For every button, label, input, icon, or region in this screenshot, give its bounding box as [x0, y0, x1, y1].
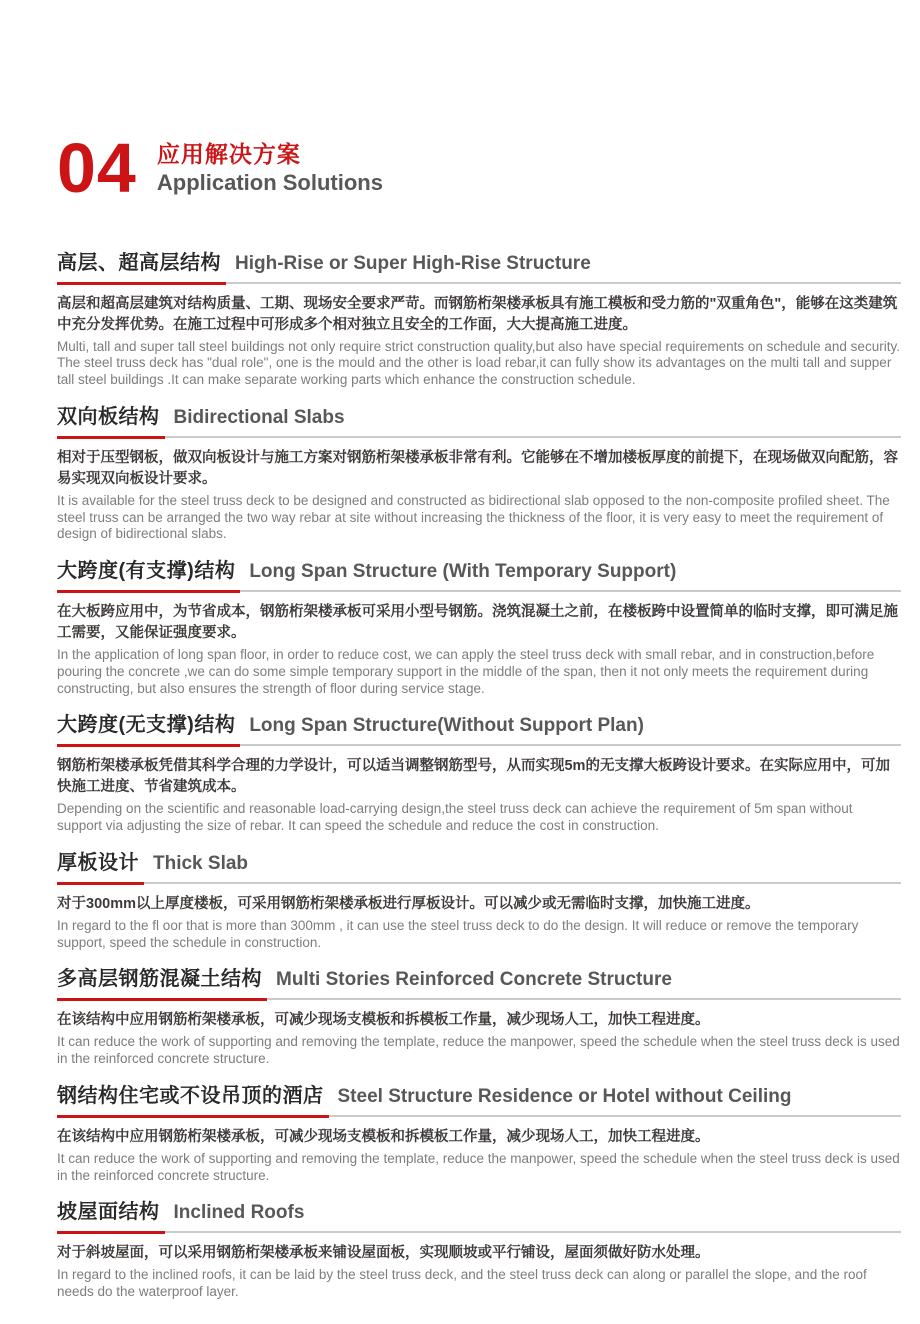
solution-section	[57, 1201, 901, 1300]
section-heading	[57, 714, 901, 746]
sections-list	[57, 252, 901, 1301]
section-heading	[57, 560, 901, 592]
section-title-cn: 多高层钢筋混凝土结构	[57, 968, 262, 991]
section-body-en: In the application of long span floor, in order to reduce cost, we can apply the steel truss deck with small rebar, and in construction,before pouring the concrete ,we can do some simple temporary support in the middle of the span, then it not only meets the requirement during constructing, but also ensures the strength of floor during service stage.	[57, 647, 875, 696]
section-title-cn: 高层、超高层结构	[57, 251, 221, 274]
section-title-en: Long Span Structure (With Temporary Support)	[249, 561, 677, 583]
section-title-en: Multi Stories Reinforced Concrete Structure	[276, 969, 672, 991]
chapter-title-en: Application Solutions	[156, 169, 383, 195]
section-title-en: Bidirectional Slabs	[173, 406, 345, 428]
chapter-titles	[157, 138, 383, 196]
solution-section	[57, 968, 901, 1067]
section-title-en: Long Span Structure(Without Support Plan)	[249, 715, 644, 737]
section-heading	[57, 1085, 901, 1117]
section-body-cn: 相对于压型钢板，做双向板设计与施工方案对钢筋桁架楼承板非常有利。它能够在不增加楼板厚度的前提下，在现场做双向配筋，容易实现双向板设计要求。	[57, 449, 898, 487]
solution-section	[57, 252, 901, 389]
section-title-cn: 大跨度(无支撑)结构	[57, 714, 236, 737]
section-body-cn: 在该结构中应用钢筋桁架楼承板，可减少现场支模板和拆模板工作量，减少现场人工，加快工程进度。	[57, 1012, 710, 1029]
section-title-en: Inclined Roofs	[173, 1202, 305, 1224]
section-body-cn: 对于300mm以上厚度楼板，可采用钢筋桁架楼承板进行厚板设计。可以减少或无需临时支撑，加快施工进度。	[57, 895, 760, 912]
chapter-number: 04	[57, 129, 137, 207]
solution-section	[57, 406, 901, 543]
section-title-en: Thick Slab	[153, 852, 249, 874]
section-title-cn: 厚板设计	[57, 851, 139, 874]
section-title-cn: 双向板结构	[57, 405, 160, 428]
section-heading	[57, 968, 901, 1000]
section-title-cn: 钢结构住宅或不设吊顶的酒店	[57, 1084, 324, 1107]
section-heading	[57, 406, 901, 438]
solution-section	[57, 852, 901, 951]
chapter-header	[57, 129, 901, 207]
section-body-cn: 高层和超高层建筑对结构质量、工期、现场安全要求严苛。而钢筋桁架楼承板具有施工模板和受力筋的"双重角色"，能够在这类建筑中充分发挥优势。在施工过程中可形成多个相对独立且安全的工作面，大大提高施工进度。	[57, 295, 898, 333]
section-body-en: It can reduce the work of supporting and removing the template, reduce the manpower, speed the schedule when the steel truss deck is used in the reinforced concrete structure.	[57, 1034, 900, 1067]
section-body-cn: 钢筋桁架楼承板凭借其科学合理的力学设计，可以适当调整钢筋型号，从而实现5m的无支撑大板跨设计要求。在实际应用中，可加快施工进度、节省建筑成本。	[57, 758, 890, 796]
section-body-cn: 在大板跨应用中，为节省成本，钢筋桁架楼承板可采用小型号钢筋。浇筑混凝土之前，在楼板跨中设置简单的临时支撑，即可满足施工需要，又能保证强度要求。	[57, 604, 898, 642]
solution-section	[57, 714, 901, 835]
section-body-en: In regard to the inclined roofs, it can be laid by the steel truss deck, and the steel truss deck can along or parallel the slope, and the roof needs do the waterproof layer.	[57, 1267, 867, 1299]
chapter-title-cn: 应用解决方案	[156, 141, 301, 167]
section-heading	[57, 252, 901, 284]
section-body-cn: 在该结构中应用钢筋桁架楼承板，可减少现场支模板和拆模板工作量，减少现场人工，加快工程进度。	[57, 1128, 710, 1145]
section-heading	[57, 852, 901, 884]
section-body-en: It can reduce the work of supporting and removing the template, reduce the manpower, speed the schedule when the steel truss deck is used in the reinforced concrete structure.	[57, 1150, 900, 1183]
solution-section	[57, 560, 901, 697]
section-title-cn: 大跨度(有支撑)结构	[57, 560, 236, 583]
section-title-cn: 坡屋面结构	[57, 1201, 160, 1224]
section-title-en: Steel Structure Residence or Hotel without Ceiling	[337, 1085, 792, 1107]
section-body-en: Depending on the scientific and reasonable load-carrying design,the steel truss deck can achieve the requirement of 5m span without support via adjusting the size of rebar. It can speed the schedule and reduce the cost in construction.	[57, 801, 853, 834]
section-title-en: High-Rise or Super High-Rise Structure	[235, 252, 591, 274]
section-body-cn: 对于斜坡屋面，可以采用钢筋桁架楼承板来铺设屋面板，实现顺坡或平行铺设，屋面须做好防水处理。	[57, 1245, 710, 1262]
section-body-en: It is available for the steel truss deck to be designed and constructed as bidirectional slab opposed to the non-composite profiled sheet. The steel truss can be arranged the two way rebar at site without increasing the thickness of the floor, it is very easy to meet the requirement of design of bidirectional slabs.	[57, 492, 890, 542]
section-body-en: Multi, tall and super tall steel buildings not only require strict construction quality,but also have special requirements on schedule and security. The steel truss deck has "dual role", one is the mould and the other is load rebar,it can fully show its advantages on the multi tall and supper tall steel buildings .It can make separate working parts which enhance the construction schedule.	[57, 338, 900, 388]
solution-section	[57, 1085, 901, 1184]
section-body-en: In regard to the fl oor that is more than 300mm , it can use the steel truss deck to do the design. It will reduce or remove the temporary support, speed the schedule in construction.	[57, 917, 859, 950]
section-heading	[57, 1201, 901, 1233]
